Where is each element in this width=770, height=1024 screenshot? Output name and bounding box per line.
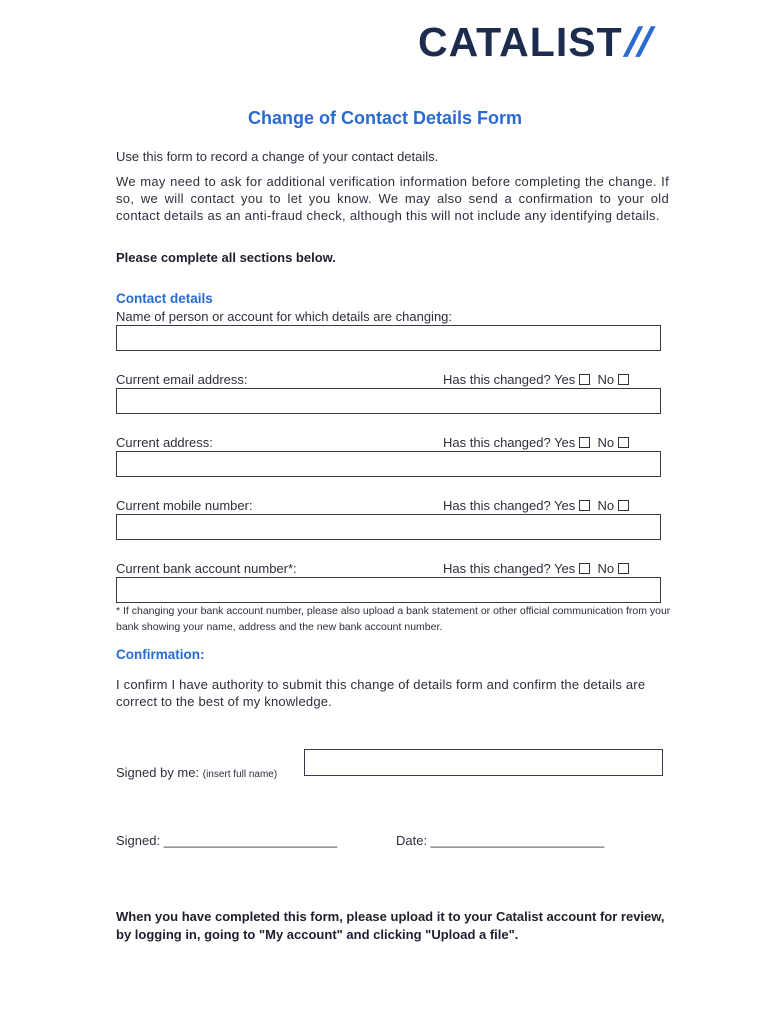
email-label: Current email address: (116, 372, 248, 387)
instruction-text: Please complete all sections below. (116, 250, 336, 265)
confirmation-text: I confirm I have authority to submit this change of details form and confirm the details are correct to the best of my knowledge. (116, 677, 646, 709)
logo-wordmark: CATALIST (418, 19, 623, 65)
name-label: Name of person or account for which details are changing: (116, 309, 453, 324)
mobile-no-checkbox[interactable] (618, 500, 629, 511)
signed-by-label: Signed by me: (116, 765, 200, 780)
changed-prompt: Has this changed? (443, 435, 551, 450)
upload-instructions: When you have completed this form, please upload it to your Catalist account for review, by logging in, going to "My account" and clicking "Upload a file". (116, 909, 665, 942)
no-label: No (597, 435, 615, 450)
bank-no-checkbox[interactable] (618, 563, 629, 574)
address-no-checkbox[interactable] (618, 437, 629, 448)
signed-by-hint: (insert full name) (202, 769, 278, 780)
email-yes-checkbox[interactable] (579, 374, 590, 385)
name-input[interactable] (116, 325, 661, 351)
address-changed-row (443, 435, 629, 450)
confirmation-heading: Confirmation: (116, 647, 205, 662)
no-label: No (597, 372, 615, 387)
logo-slash-icon: // (619, 19, 660, 65)
catalist-logo (418, 19, 660, 65)
no-label: No (597, 498, 615, 513)
no-label: No (597, 561, 615, 576)
verification-text: We may need to ask for additional verification information before completing the change. If so, we will contact you to let you know. We may also send a confirmation to your old contact details as an anti-fraud check, although this will not include any identifying details. (116, 174, 669, 223)
intro-text: Use this form to record a change of your contact details. (116, 149, 439, 164)
mobile-yes-checkbox[interactable] (579, 500, 590, 511)
signature-line[interactable]: Signed: ________________________ (116, 833, 338, 848)
email-changed-row (443, 372, 629, 387)
full-name-input[interactable] (304, 749, 663, 776)
bank-account-label: Current bank account number*: (116, 561, 297, 576)
email-no-checkbox[interactable] (618, 374, 629, 385)
address-yes-checkbox[interactable] (579, 437, 590, 448)
yes-label: Yes (554, 561, 576, 576)
form-title: Change of Contact Details Form (247, 108, 523, 128)
yes-label: Yes (554, 435, 576, 450)
bank-account-note: * If changing your bank account number, please also upload a bank statement or other official communication from your bank showing your name, address and the new bank account number. (116, 605, 671, 633)
mobile-changed-row (443, 498, 629, 513)
mobile-label: Current mobile number: (116, 498, 253, 513)
date-line[interactable]: Date: ________________________ (396, 833, 605, 848)
address-label: Current address: (116, 435, 213, 450)
yes-label: Yes (554, 372, 576, 387)
signed-by-row (116, 765, 277, 780)
bank-changed-row (443, 561, 629, 576)
yes-label: Yes (554, 498, 576, 513)
email-input[interactable] (116, 388, 661, 414)
changed-prompt: Has this changed? (443, 498, 551, 513)
contact-details-heading: Contact details (116, 291, 213, 306)
changed-prompt: Has this changed? (443, 561, 551, 576)
address-input[interactable] (116, 451, 661, 477)
mobile-input[interactable] (116, 514, 661, 540)
bank-account-input[interactable] (116, 577, 661, 603)
changed-prompt: Has this changed? (443, 372, 551, 387)
bank-yes-checkbox[interactable] (579, 563, 590, 574)
